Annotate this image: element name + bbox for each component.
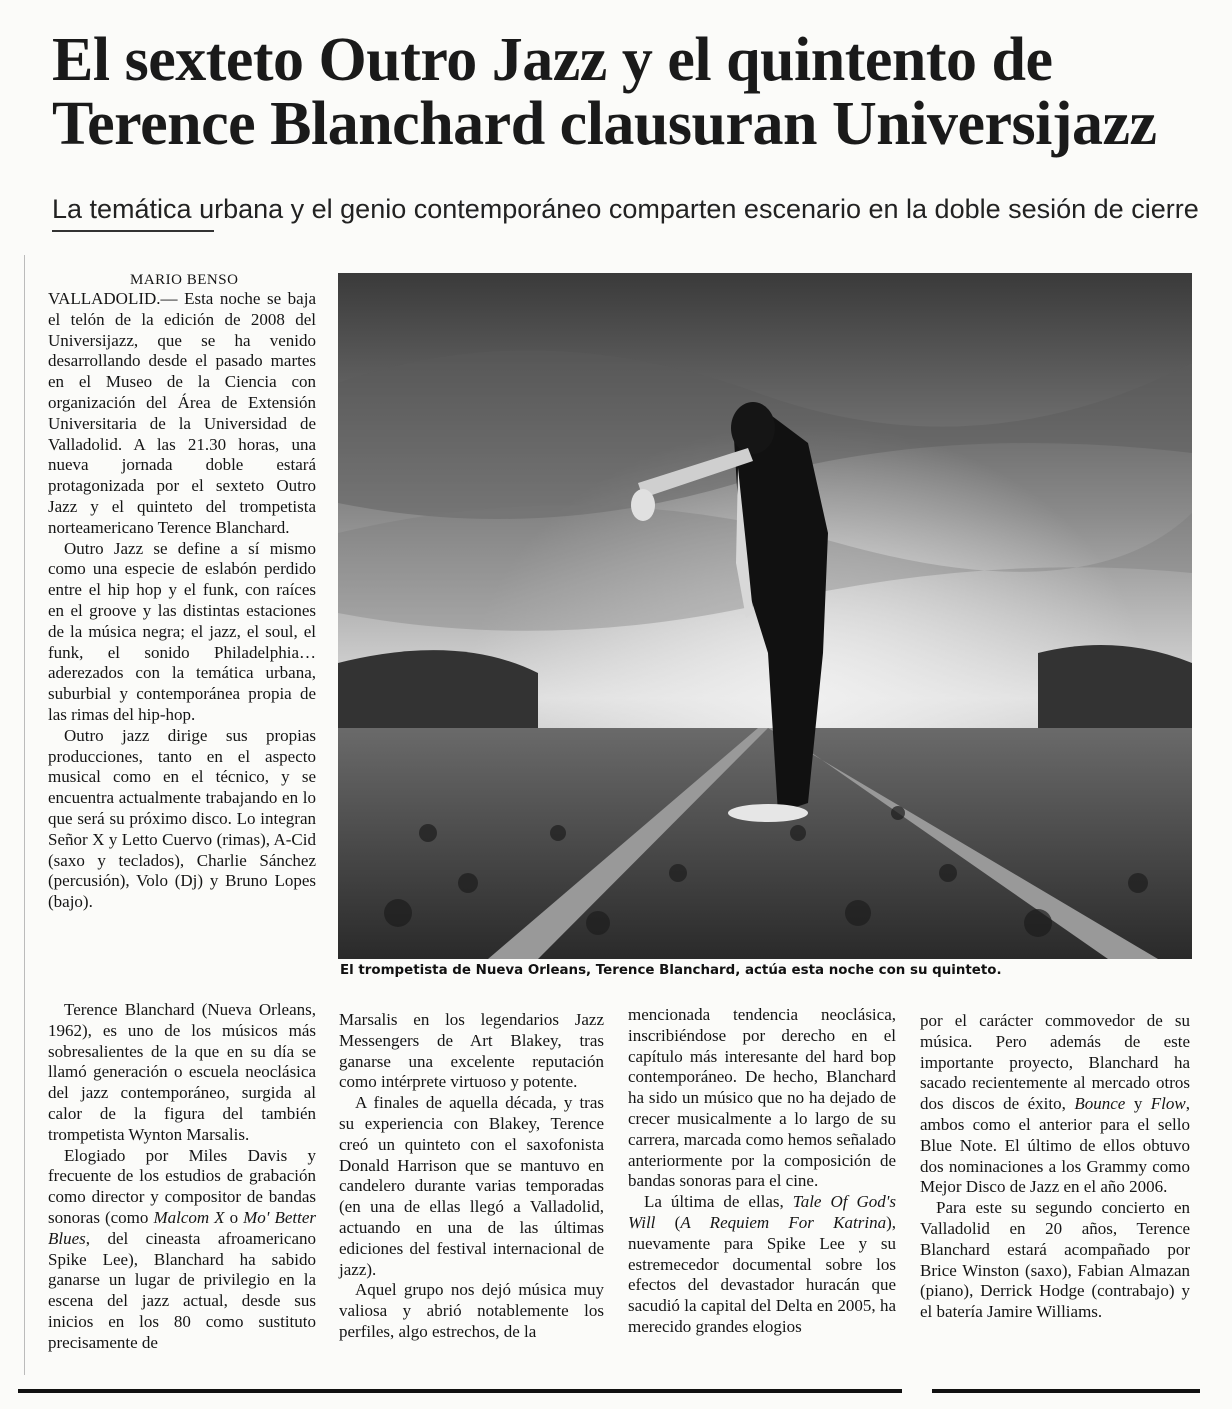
photo-caption: El trompetista de Nueva Orleans, Terence Blanchard, actúa esta noche con su quinteto.	[340, 963, 1002, 978]
text: por el carácter commovedor de su música. Pero además de este importante proyecto, Blanchard ha sacado recientemente al mercado otros dos discos de éxito,	[920, 1011, 1190, 1114]
film-title: Mo' Better Blues	[48, 1207, 316, 1248]
text: y	[1125, 1094, 1151, 1114]
article-photo	[338, 273, 1192, 959]
album-title: Bounce	[1074, 1094, 1126, 1114]
text: (	[655, 1212, 681, 1232]
paragraph: A finales de aquella década, y tras su experiencia con Blakey, Terence creó un quinteto con el saxofonista Donald Harrison que se mantuvo en candelero durante varias temporadas (en una de ellas llegó a Valladolid, actuando en una de las últimas ediciones del festival internacional de jazz).	[339, 1093, 604, 1279]
column-4	[920, 1011, 1190, 1323]
paragraph: Outro jazz dirige sus propias producciones, tanto en el aspecto musical como en el técnico, y se encuentra actualmente trabajando en lo que será su próximo disco. Lo integran Señor X y Letto Cuervo (rimas), A-Cid (saxo y teclados), Charlie Sánchez (percusión), Volo (Dj) y Bruno Lopes (bajo).	[48, 725, 316, 912]
column-3	[628, 1005, 896, 1338]
film-title: Malcom X	[153, 1207, 225, 1227]
column-1-continued	[48, 1000, 316, 1354]
text: La última de ellas,	[644, 1192, 793, 1212]
text: , ambos como el anterior para el sello Blue Note. El último de ellos obtuvo dos nominaciones a los Grammy como Mejor Disco de Jazz en el año 2006.	[920, 1094, 1190, 1197]
paragraph	[628, 1192, 896, 1338]
subheadline: La temática urbana y el genio contemporáneo comparten escenario en la doble sesión de cierre	[52, 194, 1199, 224]
subheadline-rule	[52, 230, 214, 232]
paragraph: Aquel grupo nos dejó música muy valiosa y abrió notablemente los perfiles, algo estrechos, de la	[339, 1280, 604, 1341]
album-title: Flow	[1150, 1094, 1186, 1114]
paragraph: Terence Blanchard (Nueva Orleans, 1962), es uno de los músicos más sobresalientes de la que en su día se llamó generación o escuela neoclásica del jazz contemporáneo, surgida al calor de la figura del también trompetista Wynton Marsalis.	[48, 1000, 316, 1144]
text: o	[224, 1207, 244, 1227]
album-subtitle: A Requiem For Katrina	[680, 1212, 887, 1232]
headline: El sexteto Outro Jazz y el quintento de Terence Blanchard clausuran Universijazz	[52, 26, 1157, 158]
trumpeter-photo	[338, 273, 1192, 959]
paragraph	[920, 1011, 1190, 1198]
bottom-rule-left	[18, 1389, 902, 1393]
paragraph: Outro Jazz se define a sí mismo como una especie de eslabón perdido entre el hip hop y el funk, con raíces en el groove y las distintas estaciones de la música negra; el jazz, el soul, el funk, el sonido Philadelphia… aderezados con la temática urbana, suburbial y contemporánea propia de las rimas del hip-hop.	[48, 538, 316, 724]
column-1	[48, 289, 316, 913]
byline: MARIO BENSO	[130, 272, 239, 288]
album-title: Tale Of God's Will	[628, 1192, 896, 1232]
paragraph: Para este su segundo concierto en Valladolid en 20 años, Terence Blanchard estará acompañado por Brice Winston (saxo), Fabian Almazan (piano), Derrick Hodge (contrabajo) y el batería Jamire Williams.	[920, 1198, 1190, 1322]
text: , del cineasta afroamericano Spike Lee), Blanchard ha sabido ganarse un lugar de privilegio en la escena del jazz actual, desde sus inicios en los 80 como sustituto precisamente de	[48, 1228, 316, 1352]
text: ), nuevamente para Spike Lee y su estremecedor documental sobre los efectos del devastador huracán que sacudió la capital del Delta en 2005, ha merecido grandes elogios	[628, 1212, 897, 1336]
paragraph: mencionada tendencia neoclásica, inscribiéndose por derecho en el capítulo más interesante del hard bop contemporáneo. De hecho, Blanchard ha sido un músico que no ha dejado de crecer musicalmente a lo largo de su carrera, marcada como hemos señalado anteriormente por la composición de bandas sonoras para el cine.	[628, 1005, 896, 1191]
paragraph	[48, 1146, 316, 1354]
left-margin-rule	[24, 255, 25, 1375]
column-2	[339, 1010, 604, 1343]
bottom-rule-right	[932, 1389, 1200, 1393]
paragraph: Marsalis en los legendarios Jazz Messengers de Art Blakey, tras ganarse una excelente reputación como intérprete virtuoso y potente.	[339, 1010, 604, 1092]
text: Elogiado por Miles Davis y frecuente de los estudios de grabación como director y compositor de bandas sonoras (como	[48, 1145, 316, 1227]
paragraph: VALLADOLID.— Esta noche se baja el telón de la edición de 2008 del Universijazz, que se ha venido desarrollando desde el pasado martes en el Museo de la Ciencia con organización del Área de Extensión Universitaria de la Universidad de Valladolid. A las 21.30 horas, una nueva jornada doble estará protagonizada por el sexteto Outro Jazz y el quinteto del trompetista norteamericano Terence Blanchard.	[48, 289, 316, 537]
